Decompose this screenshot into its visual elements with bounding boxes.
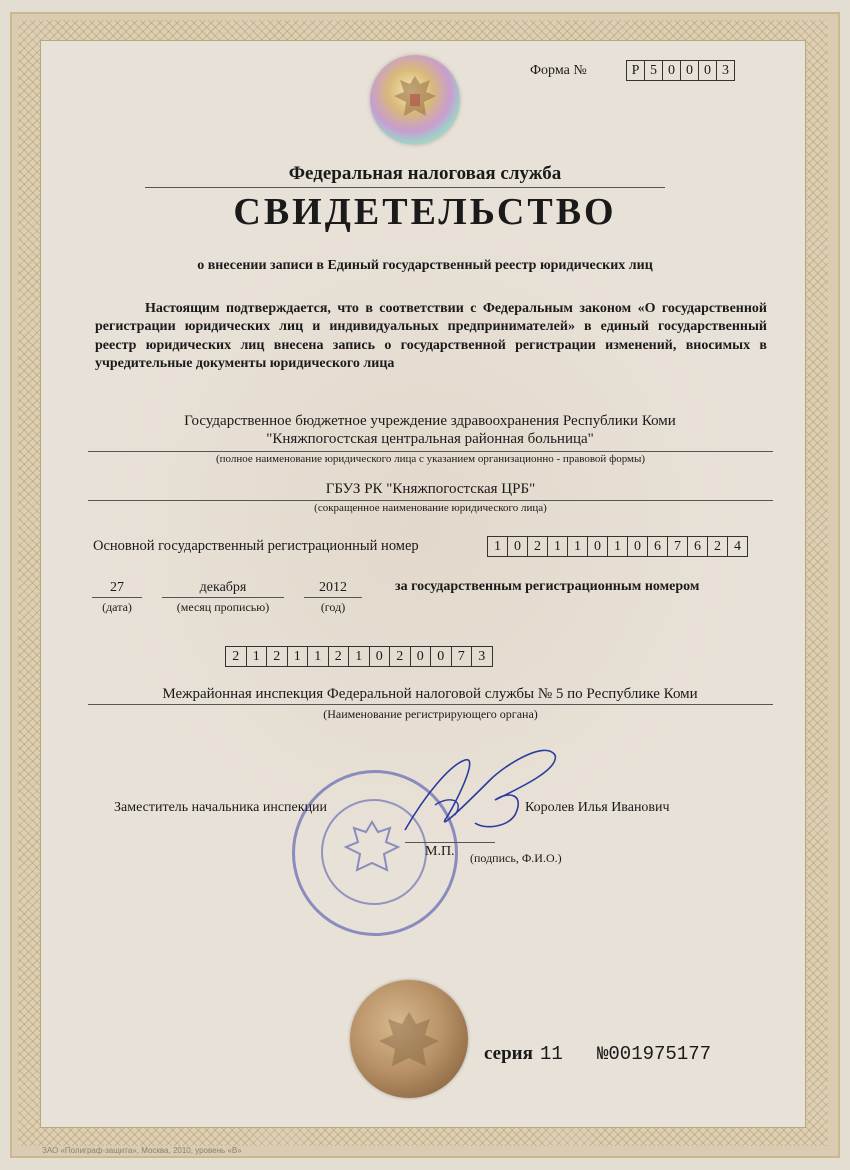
- document-title: СВИДЕТЕЛЬСТВО: [233, 191, 617, 233]
- authority-caption: (Наименование регистрирующего органа): [323, 707, 538, 721]
- mp-label: М.П.: [425, 844, 455, 859]
- form-number-cells: [626, 60, 735, 81]
- org-short-name: ГБУЗ РК "Княжпогостская ЦРБ": [325, 481, 536, 497]
- date-year-caption: (год): [320, 600, 346, 614]
- grn-digit-cell: 0: [411, 647, 432, 666]
- grn-digit-cell: 2: [390, 647, 411, 666]
- form-code-cell: 0: [663, 61, 681, 80]
- confirmation-paragraph: Настоящим подтверждается, что в соответствии с Федеральным законом «О государственной регистрации юридических лиц и индивидуальных предпринимателей» в единый государственный реестр юридических лиц внесена запись о государственной регистрации изменений, вносимых в учредительные документы юридического лица: [95, 301, 767, 372]
- grn-digit-cell: 1: [308, 647, 329, 666]
- signer-position: Заместитель начальника инспекции: [114, 800, 328, 815]
- ogrn-digit-cell: 2: [528, 537, 548, 556]
- ogrn-digit-cell: 4: [734, 539, 741, 554]
- form-number-label: Форма №: [530, 63, 587, 78]
- ogrn-digit-cell: 6: [648, 537, 668, 556]
- ogrn-digit-cell: 6: [688, 537, 708, 556]
- signature-line: [405, 842, 495, 843]
- grn-digit-cell: 3: [478, 649, 486, 664]
- agency-divider: [145, 187, 665, 188]
- org-short-caption: (сокращенное наименование юридического лица): [314, 502, 547, 514]
- registering-authority: Межрайонная инспекция Федеральной налоговой службы № 5 по Республике Коми: [162, 686, 698, 702]
- hologram-emblem: [370, 55, 460, 145]
- ogrn-digit-cell: 7: [668, 537, 688, 556]
- agency-name: Федеральная налоговая служба: [288, 163, 562, 184]
- embossed-seal: [350, 980, 468, 1098]
- org-full-name: [90, 412, 770, 448]
- grn-digit-cell: 0: [370, 647, 391, 666]
- org-full-caption: (полное наименование юридического лица с указанием организационно - правовой формы): [215, 453, 646, 465]
- ogrn-digit-cell: 0: [628, 537, 648, 556]
- eagle-icon: [390, 70, 440, 130]
- ogrn-digit-cell: 0: [588, 537, 608, 556]
- serial-number: №001975177: [597, 1043, 712, 1065]
- ogrn-digit-cell: 1: [608, 537, 628, 556]
- org-full-line1: Государственное бюджетное учреждение здравоохранения Республики Коми: [184, 413, 676, 429]
- grn-digit-cell: 1: [288, 647, 309, 666]
- signer-name: Королев Илья Иванович: [525, 800, 670, 815]
- form-code-cell: Р: [627, 61, 645, 80]
- date-month-caption: (месяц прописью): [176, 600, 270, 614]
- ogrn-digit-cell: 1: [568, 537, 588, 556]
- grn-digit-cell: 0: [431, 647, 452, 666]
- date-month-underline: [162, 597, 284, 598]
- ogrn-cells: [487, 536, 748, 557]
- grn-digit-cell: 1: [247, 647, 268, 666]
- date-month: декабря: [199, 580, 247, 595]
- date-day-underline: [92, 597, 142, 598]
- ogrn-digit-cell: 0: [508, 537, 528, 556]
- ogrn-digit-cell: 1: [488, 537, 508, 556]
- grn-digit-cell: 2: [329, 647, 350, 666]
- grn-cells: [225, 646, 493, 667]
- grn-digit-cell: 7: [452, 647, 473, 666]
- series-number: 11: [540, 1043, 563, 1065]
- date-year: 2012: [319, 580, 347, 595]
- ogrn-label: Основной государственный регистрационный номер: [93, 538, 419, 554]
- date-day: 27: [110, 580, 124, 595]
- grn-digit-cell: 2: [267, 647, 288, 666]
- document-subtitle: о внесении записи в Единый государственный реестр юридических лиц: [197, 258, 653, 273]
- grn-digit-cell: 2: [226, 647, 247, 666]
- signature-caption: (подпись, Ф.И.О.): [470, 851, 562, 865]
- seal-eagle-icon: [350, 980, 468, 1098]
- ogrn-digit-cell: 2: [708, 537, 728, 556]
- handwritten-signature: [395, 735, 565, 845]
- form-code-cell: 3: [722, 63, 729, 78]
- form-code-cell: 5: [645, 61, 663, 80]
- org-full-underline: [88, 451, 773, 452]
- form-code-cell: 0: [681, 61, 699, 80]
- authority-underline: [88, 704, 773, 705]
- date-year-underline: [304, 597, 362, 598]
- org-full-line2: "Княжпогостская центральная районная больница": [266, 431, 594, 447]
- printer-imprint: ЗАО «Полиграф-защита», Москва, 2010, уровень «В»: [42, 1146, 242, 1155]
- ogrn-digit-cell: 1: [548, 537, 568, 556]
- date-day-caption: (дата): [102, 600, 132, 614]
- form-code-cell: 0: [699, 61, 717, 80]
- grn-label: за государственным регистрационным номером: [395, 579, 700, 594]
- org-short-underline: [88, 500, 773, 501]
- grn-digit-cell: 1: [349, 647, 370, 666]
- series-label: серия: [484, 1043, 533, 1064]
